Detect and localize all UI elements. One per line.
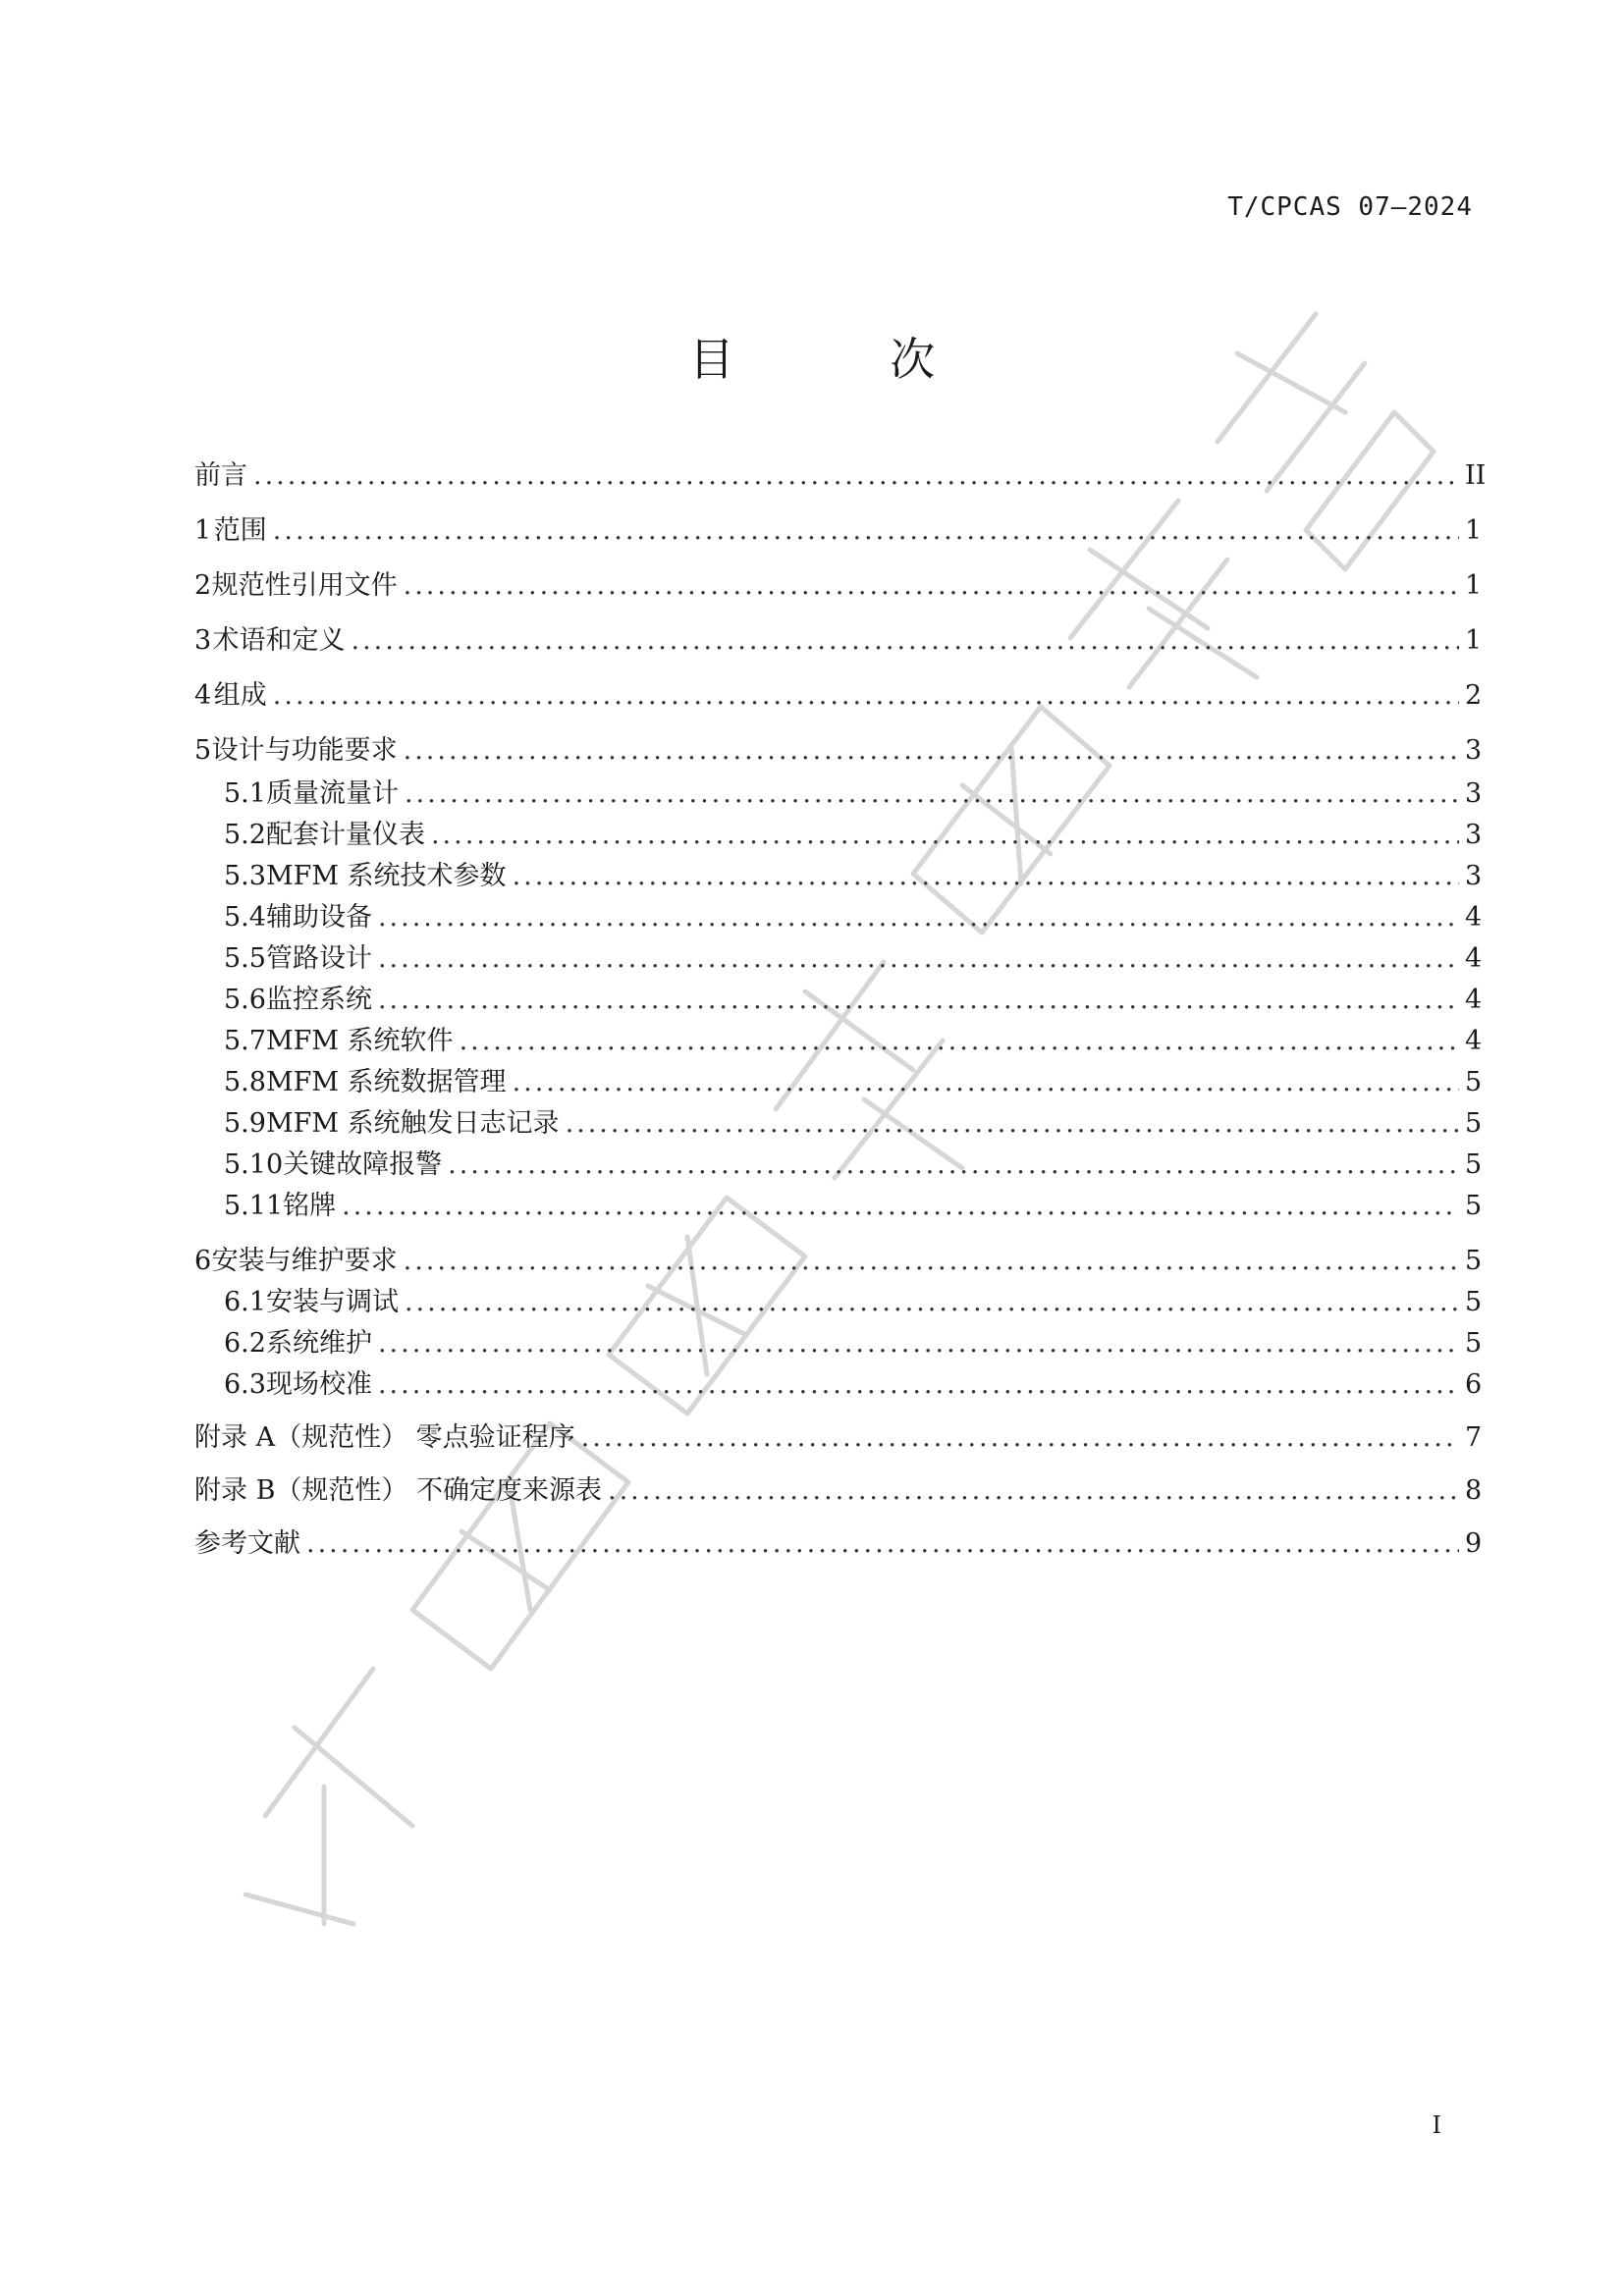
dot-leader xyxy=(431,820,1459,850)
toc-entry[interactable] xyxy=(224,978,1483,1015)
toc-entry-label: 监控系统 xyxy=(265,985,372,1015)
dot-leader xyxy=(404,735,1459,766)
toc-entry-label: 范围 xyxy=(213,515,267,546)
toc-entry[interactable] xyxy=(224,936,1483,974)
toc-entry[interactable] xyxy=(194,673,1483,711)
dot-leader xyxy=(342,1191,1459,1221)
toc-entry-page: 3 xyxy=(1465,735,1483,766)
page-title: 目 次 xyxy=(688,333,1006,386)
toc-entry[interactable] xyxy=(224,1184,1483,1221)
dot-leader xyxy=(566,1108,1459,1139)
toc-entry-number: 5.3 xyxy=(224,861,266,891)
toc-entry[interactable] xyxy=(194,728,1483,766)
toc-entry-page: 4 xyxy=(1465,943,1483,974)
toc-entry[interactable] xyxy=(224,895,1483,933)
toc-entry-page: 4 xyxy=(1465,902,1483,933)
toc-entry-number: 5.5 xyxy=(224,943,266,974)
toc-entry-number: 6 xyxy=(194,1246,212,1276)
toc-entry-page: 9 xyxy=(1465,1528,1483,1559)
toc-entry-number: 5.10 xyxy=(224,1149,284,1180)
toc-entry-number: 4 xyxy=(194,680,212,711)
toc-entry-label: 辅助设备 xyxy=(265,902,372,933)
toc-entry-label: MFM 系统触发日志记录 xyxy=(265,1108,560,1139)
toc-entry[interactable] xyxy=(224,1060,1483,1097)
toc-entry-page: 1 xyxy=(1465,515,1483,546)
toc-entry-page: 5 xyxy=(1465,1149,1483,1180)
dot-leader xyxy=(405,1287,1459,1317)
dot-leader xyxy=(513,861,1459,891)
toc-entry-label: MFM 系统技术参数 xyxy=(265,861,507,891)
toc-entry-page: 1 xyxy=(1465,625,1483,656)
dot-leader xyxy=(608,1475,1459,1506)
dot-leader xyxy=(273,680,1459,711)
toc-entry-page: 7 xyxy=(1465,1422,1483,1453)
dot-leader xyxy=(513,1067,1459,1097)
toc-entry[interactable] xyxy=(224,1019,1483,1056)
toc-entry-number: 5.7 xyxy=(224,1026,266,1056)
dot-leader xyxy=(253,460,1459,491)
toc-entry[interactable] xyxy=(194,508,1483,546)
toc-entry-number: 5 xyxy=(194,735,212,766)
toc-entry[interactable] xyxy=(194,1522,1483,1559)
page-number: I xyxy=(1432,2111,1441,2139)
toc-entry[interactable] xyxy=(224,1362,1483,1400)
toc-entry[interactable] xyxy=(194,1239,1483,1276)
toc-entry-label: 安装与维护要求 xyxy=(211,1246,398,1276)
toc-entry-page: 5 xyxy=(1465,1287,1483,1317)
toc-entry-page: 4 xyxy=(1465,985,1483,1015)
dot-leader xyxy=(581,1422,1459,1453)
toc-entry-label: 前言 xyxy=(194,460,247,491)
toc-entry[interactable] xyxy=(224,772,1483,809)
toc-entry[interactable] xyxy=(194,1415,1483,1453)
dot-leader xyxy=(378,985,1459,1015)
toc-entry-label: 关键故障报警 xyxy=(283,1149,443,1180)
toc-entry-page: 5 xyxy=(1465,1246,1483,1276)
toc-entry-label: 质量流量计 xyxy=(265,778,399,809)
toc-entry-number: 5.2 xyxy=(224,820,266,850)
toc-entry-page: 3 xyxy=(1465,820,1483,850)
toc-entry-page: 2 xyxy=(1465,680,1483,711)
dot-leader xyxy=(404,1246,1459,1276)
toc-entry[interactable] xyxy=(224,1321,1483,1359)
dot-leader xyxy=(378,943,1459,974)
dot-leader xyxy=(378,1369,1459,1400)
toc-entry-label: 规范性引用文件 xyxy=(211,570,398,601)
toc-entry[interactable] xyxy=(194,618,1483,656)
toc-entry-label: 附录 B（规范性） 不确定度来源表 xyxy=(194,1475,603,1506)
toc-entry-number: 6.3 xyxy=(224,1369,266,1400)
toc-entry[interactable] xyxy=(224,1101,1483,1139)
toc-entry-number: 5.11 xyxy=(224,1191,284,1221)
toc-entry[interactable] xyxy=(194,563,1483,601)
toc-entry-page: 6 xyxy=(1465,1369,1483,1400)
toc-entry-page: 5 xyxy=(1465,1108,1483,1139)
toc-entry-page: 5 xyxy=(1465,1328,1483,1359)
toc-entry[interactable] xyxy=(194,1468,1483,1506)
dot-leader xyxy=(306,1528,1459,1559)
toc-entry-label: 安装与调试 xyxy=(265,1287,399,1317)
toc-entry-number: 6.2 xyxy=(224,1328,266,1359)
toc-entry-label: 配套计量仪表 xyxy=(265,820,425,850)
dot-leader xyxy=(460,1026,1459,1056)
toc-entry-label: 管路设计 xyxy=(265,943,372,974)
toc-entry-page: 4 xyxy=(1465,1026,1483,1056)
toc-entry-number: 5.9 xyxy=(224,1108,266,1139)
toc-entry-page: 1 xyxy=(1465,570,1483,601)
toc-entry-label: 设计与功能要求 xyxy=(211,735,398,766)
toc-entry-label: 现场校准 xyxy=(265,1369,372,1400)
dot-leader xyxy=(378,902,1459,933)
toc-entry-number: 5.1 xyxy=(224,778,266,809)
toc-entry[interactable] xyxy=(224,854,1483,891)
toc-entry[interactable] xyxy=(224,1143,1483,1180)
dot-leader xyxy=(378,1328,1459,1359)
toc-entry[interactable] xyxy=(194,454,1487,491)
toc-entry-label: MFM 系统软件 xyxy=(265,1026,454,1056)
dot-leader xyxy=(273,515,1459,546)
toc-entry-page: 3 xyxy=(1465,861,1483,891)
toc-entry-number: 5.4 xyxy=(224,902,266,933)
toc-entry-label: 组成 xyxy=(213,680,267,711)
standard-code: T/CPCAS 07—2024 xyxy=(1227,192,1473,222)
toc-entry[interactable] xyxy=(224,1280,1483,1317)
toc-entry-page: 5 xyxy=(1465,1191,1483,1221)
toc-entry[interactable] xyxy=(224,813,1483,850)
toc-entry-number: 2 xyxy=(194,570,212,601)
toc-entry-number: 6.1 xyxy=(224,1287,266,1317)
dot-leader xyxy=(405,778,1459,809)
dot-leader xyxy=(448,1149,1459,1180)
toc-entry-page: 5 xyxy=(1465,1067,1483,1097)
toc-entry-page: 3 xyxy=(1465,778,1483,809)
toc-entry-number: 5.6 xyxy=(224,985,266,1015)
toc-entry-number: 3 xyxy=(194,625,212,656)
toc-entry-label: 术语和定义 xyxy=(212,625,346,656)
toc-entry-label: 参考文献 xyxy=(194,1528,300,1559)
toc-entry-label: MFM 系统数据管理 xyxy=(265,1067,507,1097)
toc-entry-page: II xyxy=(1465,460,1487,491)
toc-entry-page: 8 xyxy=(1465,1475,1483,1506)
dot-leader xyxy=(351,625,1459,656)
toc-entry-label: 附录 A（规范性） 零点验证程序 xyxy=(194,1422,575,1453)
toc-entry-label: 铭牌 xyxy=(283,1191,337,1221)
toc-entry-number: 5.8 xyxy=(224,1067,266,1097)
toc-entry-number: 1 xyxy=(194,515,212,546)
toc-entry-label: 系统维护 xyxy=(265,1328,372,1359)
dot-leader xyxy=(404,570,1459,601)
